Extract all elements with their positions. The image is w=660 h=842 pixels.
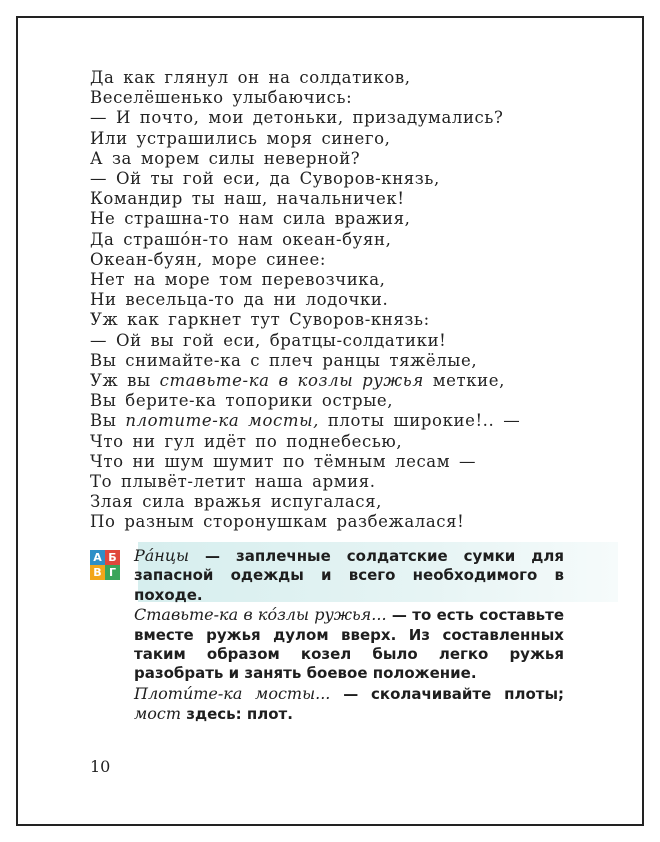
- glossary-term: Рáнцы: [134, 546, 190, 565]
- poem-italic-phrase: плотите-ка мосты,: [125, 411, 319, 431]
- icon-letter: В: [90, 565, 105, 580]
- poem-line: Или устрашились моря синего,: [90, 128, 391, 148]
- icon-letter: Б: [105, 550, 120, 565]
- glossary-term: Ставьте-ка в кóзлы ружья...: [134, 605, 387, 625]
- poem-line: [90, 411, 560, 431]
- poem-text-segment: Вы: [90, 411, 126, 431]
- poem-text-segment: плоты широкие!.. —: [318, 411, 521, 431]
- poem-line: Веселёшенько улыбаючись:: [90, 88, 353, 108]
- glossary-definition: здесь: плот.: [181, 705, 293, 724]
- poem-line: Злая сила вражья испугалася,: [90, 492, 382, 512]
- poem-line: — Ой вы гой еси, братцы-солдатики!: [90, 330, 447, 350]
- glossary-entry: [134, 605, 564, 684]
- poem-line: Ни весельца-то да ни лодочки.: [90, 290, 389, 310]
- icon-letter: А: [90, 550, 105, 565]
- poem-italic-phrase: ставьте-ка в козлы ружья: [159, 371, 424, 391]
- poem-text-segment: меткие,: [423, 371, 505, 391]
- glossary-definition: — заплечные солдатские сумки для запасной одежды и всего необходимого в походе.: [134, 547, 564, 604]
- abc-dictionary-icon: [90, 550, 120, 580]
- glossary-definition: — то есть составьте вместе ружья дулом вверх. Из составленных таким образом козел было легко ружья разобрать и занять боевое положение.: [134, 606, 564, 683]
- poem-line: Нет на море том перевозчика,: [90, 270, 386, 290]
- poem-line: Уж как гаркнет тут Суворов-князь:: [90, 310, 430, 330]
- poem-text: [90, 68, 560, 533]
- poem-line: По разным сторонушкам разбежалася!: [90, 512, 465, 532]
- glossary-entry: [134, 546, 564, 605]
- poem-line: Да как глянул он на солдатиков,: [90, 68, 411, 87]
- poem-line: То плывёт-летит наша армия.: [90, 472, 376, 492]
- poem-line: — Ой ты гой еси, да Суворов-князь,: [90, 169, 440, 189]
- poem-line: Командир ты наш, начальничек!: [90, 189, 405, 209]
- poem-line: Не страшна-то нам сила вражия,: [90, 209, 411, 229]
- glossary-term: мост: [134, 704, 182, 724]
- glossary-definition: — сколачивайте плоты;: [330, 684, 565, 703]
- poem-line: Океан-буян, море синее:: [90, 249, 327, 269]
- glossary-text: [134, 546, 564, 725]
- glossary-entry: [134, 684, 564, 725]
- poem-line: Что ни гул идёт по поднебесью,: [90, 431, 403, 451]
- poem-line: Что ни шум шумит по тёмным лесам —: [90, 451, 477, 471]
- poem-line: Вы берите-ка топорики острые,: [90, 391, 394, 411]
- page-number: 10: [90, 757, 111, 776]
- glossary-term: Плотúте-ка мосты...: [134, 683, 331, 703]
- poem-line: Да страшóн-то нам океан-буян,: [90, 229, 392, 249]
- poem-line: Вы снимайте-ка с плеч ранцы тяжёлые,: [90, 350, 478, 370]
- icon-letter: Г: [105, 565, 120, 580]
- poem-line: [90, 371, 560, 391]
- poem-line: А за морем силы неверной?: [90, 148, 361, 168]
- poem-text-segment: Уж вы: [90, 371, 160, 391]
- poem-line: — И почто, мои детоньки, призадумались?: [90, 108, 504, 128]
